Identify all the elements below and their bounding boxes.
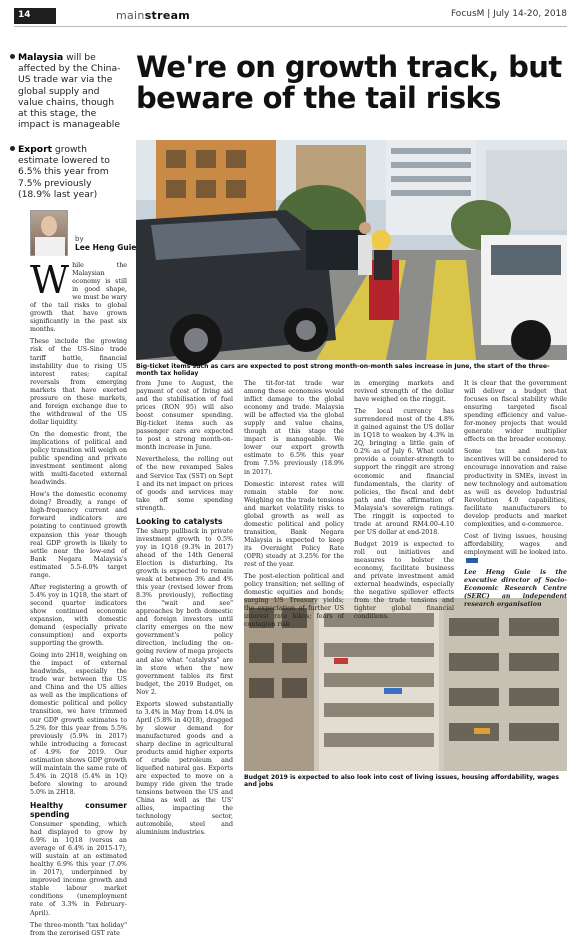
paragraph: After registering a growth of 5.4% yoy in 1Q18, the start of second quarter indicators show continued economic expansion, with domestic demand (especially private consumption) and exports supporting the growth.	[30, 583, 127, 648]
issue-folio: FocusM | July 14-20, 2018	[450, 9, 567, 19]
traffic-photo	[136, 140, 567, 360]
highlight-text: will be affected by the China-US trade war via the global supply and value chains, though at this stage, the impact is manageable	[18, 52, 121, 131]
author-bio: Lee Heng Guie is the executive director of Socio-Economic Research Centre (SERC) an independent research organisation	[464, 569, 567, 609]
photo-caption: Big-ticket items such as cars are expected to post strong month-on-month sales increase in June, the start of the three-month tax holiday	[136, 363, 550, 377]
page-header	[0, 0, 581, 28]
highlight-export	[18, 144, 126, 200]
byline	[75, 235, 136, 252]
paragraph: Consumer spending, which had displayed to grow by 6.9% in 1Q18 (versus an average of 6.4% in 2015-17), will sustain at an estimated healthy 6.9% this year (7.0% in 2017), underpinned by improved income growth and stable labour market conditions (unemployment rate of 3.3% in February-April).	[30, 821, 127, 917]
bullet-icon	[10, 54, 15, 59]
paragraph: Nevertheless, the rolling out of the new revamped Sales and Service Tax (SST) on Sept 1 and its net impact on prices of goods and services may take off some spending strength.	[136, 456, 233, 512]
article-column-5	[464, 380, 567, 613]
paragraph: Cost of living issues, housing affordability, wages and employment will be looked into.	[464, 532, 567, 556]
author-photo	[30, 210, 68, 256]
paragraph: How's the domestic economy doing? Broadly, a range of high-frequency current and forward indicators are pointing to continued growth expansion this year though real GDP growth is likely to settle near the low-end of Bank Negara Malaysia's estimated 5.5-6.0% target range.	[30, 491, 127, 579]
header-rule	[14, 26, 567, 27]
subheading: Healthy consumer spending	[30, 801, 127, 819]
paragraph: Domestic interest rates will remain stable for now. Weighing on the trade tensions and market volatility risks to global growth as well as domestic political and policy transition, Bank Negara Malaysia is expected to keep its Overnight Policy Rate (OPR) steady at 3.25% for the rest of the year.	[244, 480, 344, 569]
highlight-bold: Malaysia	[18, 52, 64, 63]
paragraph: The tit-for-tat trade war among these economies would inflict damage to the global economy and trade. Malaysia will be affected via the global supply and value chains, though at this stage the impact is manageable. We lower our export growth estimate to 6.5% this year from 7.5% previously (18.9% in 2017).	[244, 380, 344, 476]
paragraph: The local currency has surrendered most of the 4.8% it gained against the US dollar in 1Q18 to weaken by 4.3% in 2Q, bringing a little gain of 0.2% as of July 6. What could provide a counter-strength to support the ringgit are strong economic and financial fundamentals, the clarity of policies, the fiscal and debt path and the affirmation of Malaysia's sovereign ratings. The ringgit is expected to trade at around RM4.00-4.10 per US dollar at end-2018.	[354, 408, 454, 536]
section-name-light: main	[116, 9, 145, 22]
bullet-icon	[10, 146, 15, 151]
paragraph: Budget 2019 is expected to roll out initiatives and measures to bolster the economy, facilitate business and private investment amid external headwinds, especially the negative spillover effects from the trade tensions and tighter global financial conditions.	[354, 540, 454, 621]
section-name-bold: stream	[144, 9, 191, 22]
highlight-text: growth estimate lowered to 6.5% this year from 7.5% previously (18.9% last year)	[18, 144, 110, 200]
paragraph: The sharp pullback in private investment growth to 0.5% yoy in 1Q18 (9.3% in 2017) ahead of the 14th General Election is disturbing. Its growth is expected to remain weak at between 3% and 4% this year (revised lower from 8.3% previously), reflecting the "wait and see" approaches by both domestic and foreign investors until clarity emerges on the new government's policy direction, including the on-going review of mega projects and also what "catalysts" are in store when the new government tables its first budget, the 2019 Budget, on Nov 2.	[136, 527, 233, 696]
subheading: Looking to catalysts	[136, 516, 223, 526]
byline-by: by	[75, 235, 84, 243]
section-name	[116, 9, 190, 22]
article-column-3	[244, 380, 344, 633]
paragraph: from June to August, the payment of cost of living aid and the stabilisation of fuel prices (RON 95) will also boost consumer spending. Big-ticket items such as passenger cars are expected to post a strong month-on-month increase in June.	[136, 380, 233, 452]
highlight-bold: Export	[18, 144, 53, 155]
drop-cap: W	[30, 258, 70, 302]
paragraph: Some tax and non-tax incentives will be considered to encourage innovation and raise productivity in SMEs, invest in new technology and automation as well as develop Industrial Revolution 4.0 capabilities, facilitate manufacturers to develop products and market complexities, and e-commerce.	[464, 448, 567, 528]
paragraph: Going into 2H18, weighing on the impact of external headwinds, especially the trade war between the US and China and the US allies as well as the implications of domestic political and policy transition, we have trimmed our GDP growth estimates to 5.2% for this year from 5.5% previously (5.9% in 2017) while introducing a forecast of 4.9% for 2019. Our estimation shows GDP growth will maintain the same rate of 5.4% in 2Q18 (5.4% in 1Q) before slowing to around 5.0% in 2H18.	[30, 652, 127, 796]
article-column-1	[30, 258, 127, 942]
paragraph: The post-election political and policy transition; net selling of domestic equities and bonds; surging US Treasury yields; the expectation of further US interest rate hikes; fears of contagion risk	[244, 573, 344, 629]
paragraph: On the domestic front, the implications of political and policy transition will weigh on public spending and private investment sentiment along with multi-faceted external headwinds.	[30, 430, 127, 487]
article-headline: We're on growth track, but beware of the tail risks	[136, 50, 562, 116]
paragraph: The three-month "tax holiday" from the zerorised GST rate	[30, 921, 127, 937]
paragraph: Exports slowed substantially to 3.4% in May from 14.0% in April (5.8% in 4Q18), dragged by slower demand for manufactured goods and a sharp decline in agricultural products amid higher exports of crude petroleum and liquefied natural gas. Exports are expected to move on a bumpy ride given the trade tensions between the US and China as well as the US' allies, impacting the technology sector, automobile, steel and aluminium industries.	[136, 700, 233, 837]
paragraph: It is clear that the government will deliver a budget that focuses on fiscal stability while ensuring targeted fiscal spending efficiency and value-for-money projects that would generate wider multiplier effects on the broader economy.	[464, 380, 567, 444]
article-column-4	[354, 380, 454, 625]
article-column-2	[136, 380, 233, 842]
author-name: Lee Heng Guie	[75, 243, 137, 252]
end-mark-icon	[466, 558, 478, 563]
highlight-malaysia	[18, 52, 126, 131]
paragraph: hile the Malaysian economy is still in good shape, we must be wary of the tail risks to global growth that have grown significantly in the past six months.	[30, 262, 127, 334]
paragraph: These include the growing risk of the US-Sino trade tariff battle, financial instability due to rising US interest rates; capital reversals from emerging markets that have exerted pressure on these markets, and foreign exchange due to the withdrawal of the US dollar liquidity.	[30, 338, 127, 426]
photo-caption: Budget 2019 is expected to also look into cost of living issues, housing affordability, wages and jobs	[244, 774, 559, 788]
paragraph: in emerging markets and revived strength of the dollar have weighed on the ringgit.	[354, 380, 454, 404]
page-number: 14	[14, 8, 56, 24]
